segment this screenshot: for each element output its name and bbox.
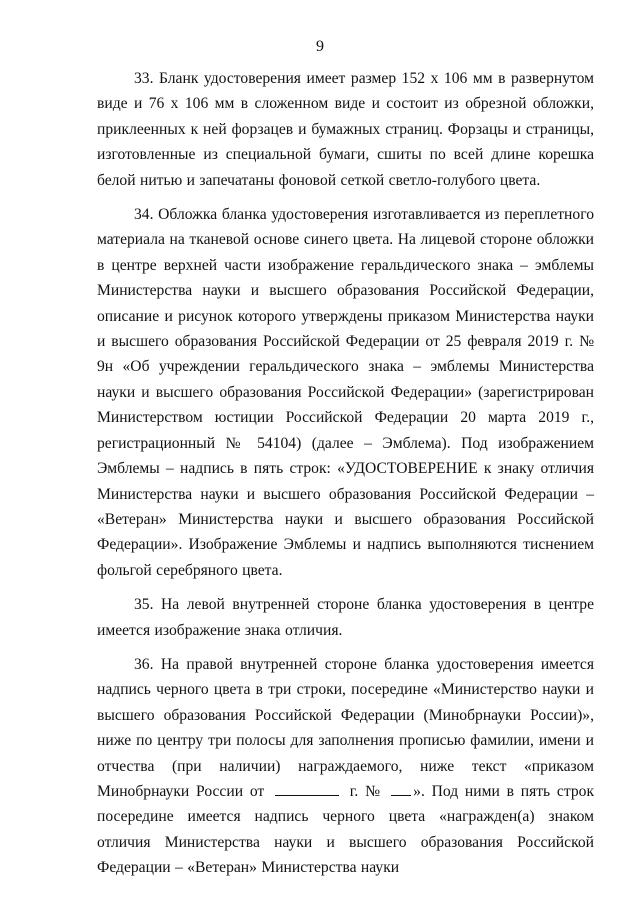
number-blank-line — [391, 781, 411, 796]
paragraph-34: 34. Обложка бланка удостоверения изготавливается из переплетного материала на тканевой основе синего цвета. На лицевой стороне обложки в центре верхней части изображение геральдического знака – эмблемы Министерства науки и высшего образования Российской Федерации, описание и рисунок которого утверждены приказом Министерства науки и высшего образования Российской Федерации от 25 февраля 2019 г. № 9н «Об учреждении геральдического знака – эмблемы Министерства науки и высшего образования Российской Федерации» (зарегистрирован Министерством юстиции Российской Федерации 20 марта 2019 г., регистрационный № 54104) (далее – Эмблема). Под изображением Эмблемы – надпись в пять строк: «УДОСТОВЕРЕНИЕ к знаку отличия Министерства науки и высшего образования Российской Федерации – «Ветеран» Министерства науки и высшего образования Российской Федерации». Изображение Эмблемы и надпись выполняются тиснением фольгой серебряного цвета. — [97, 206, 594, 579]
paragraph-36-text-part1: 36. На правой внутренней стороне бланка удостоверения имеется надпись черного цвета в три строки, посередине «Министерство науки и высшего образования Российской Федерации (Минобрнауки России)», ниже по центру три полосы для заполнения прописью фамилии, имени и отчества (при наличии) награждаемого, ниже текст «приказом Минобрнауки России от — [97, 655, 594, 800]
paragraph-36-text-part3: ». Под ними в пять строк посередине имеется надпись черного цвета «награжден(а) знаком отличия Министерства науки и высшего образования Российской Федерации – «Ветеран» Министерства науки — [97, 782, 595, 877]
paragraph-36-text-part2: г. № — [349, 782, 383, 800]
paragraph-36 — [97, 652, 594, 881]
page-number: 9 — [316, 38, 324, 55]
paragraph-35: 35. На левой внутренней стороне бланка удостоверения в центре имеется изображение знака отличия. — [97, 596, 594, 639]
paragraph-33: 33. Бланк удостоверения имеет размер 152 х 106 мм в развернутом виде и 76 х 106 мм в сложенном виде и состоит из обрезной обложки, приклеенных к ней форзацев и бумажных страниц. Форзацы и страницы, изготовленные из специальной бумаги, сшиты по всей длине корешка белой нитью и запечатаны фоновой сеткой светло-голубого цвета. — [97, 70, 594, 189]
date-blank-line — [275, 781, 339, 796]
document-body — [97, 66, 594, 890]
